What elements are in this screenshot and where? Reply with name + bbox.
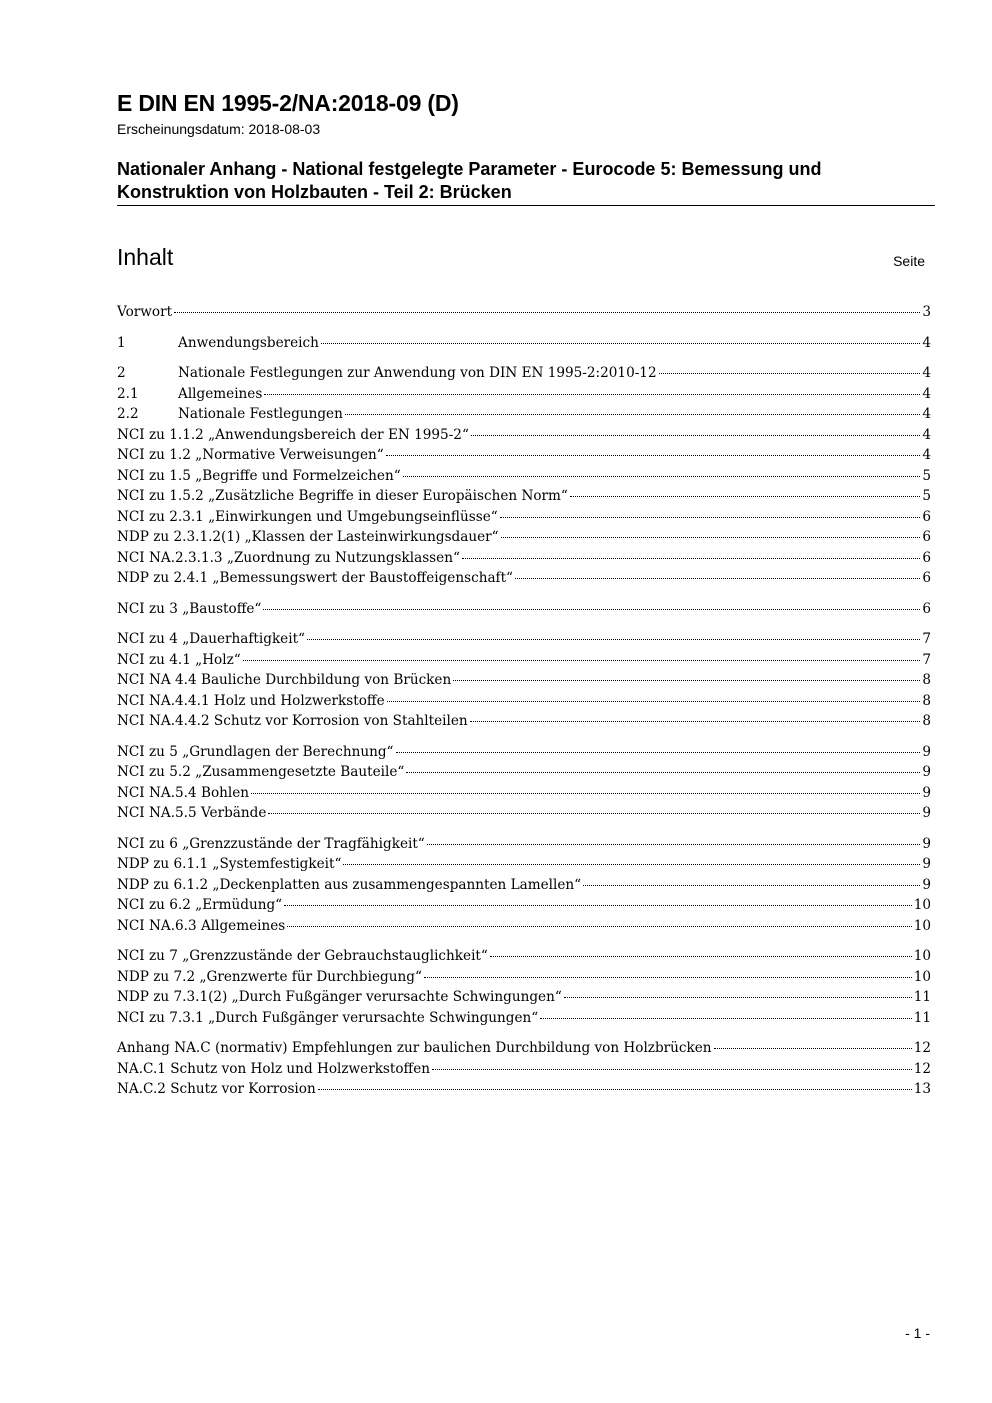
- toc-entry-page: 4: [922, 426, 931, 443]
- toc-entry-page: 6: [922, 570, 931, 586]
- toc-entry[interactable]: [117, 548, 931, 569]
- toc-entry[interactable]: [117, 1059, 931, 1080]
- toc-entry-label: NCI zu 1.1.2 „Anwendungsbereich der EN 1995-2“: [117, 426, 469, 443]
- toc-dot-leader: [406, 772, 920, 773]
- toc-entry[interactable]: [117, 803, 931, 824]
- toc-entry[interactable]: [117, 445, 931, 466]
- toc-entry[interactable]: [117, 650, 931, 671]
- toc-entry[interactable]: [117, 967, 931, 988]
- toc-entry-label: NCI zu 3 „Baustoffe“: [117, 600, 262, 617]
- toc-heading: Inhalt: [117, 244, 174, 270]
- toc-entry-label: NCI NA.5.4 Bohlen: [117, 784, 250, 801]
- toc-entry-number: 1: [117, 334, 126, 351]
- toc-entry-page: 9: [922, 835, 931, 852]
- toc-entry-label: NCI zu 5 „Grundlagen der Berechnung“: [117, 743, 394, 760]
- toc-entry-page: 10: [913, 897, 931, 913]
- toc-entry[interactable]: [117, 333, 931, 354]
- toc-entry-label: NCI zu 1.5.2 „Zusätzliche Begriffe in dieser Europäischen Norm“: [117, 488, 568, 504]
- toc-dot-leader: [321, 343, 920, 344]
- toc-entry-page: 9: [922, 856, 931, 872]
- header-divider: [117, 205, 935, 206]
- toc-entry[interactable]: [117, 834, 931, 855]
- toc-entry[interactable]: [117, 425, 931, 446]
- toc-entry[interactable]: [117, 742, 931, 763]
- toc-dot-leader: [345, 414, 920, 415]
- toc-entry-page: 6: [922, 529, 931, 545]
- toc-entry-label: Anhang NA.C (normativ) Empfehlungen zur baulichen Durchbildung von Holzbrücken: [117, 1040, 712, 1056]
- toc-entry[interactable]: [117, 895, 931, 916]
- toc-entry[interactable]: [117, 783, 931, 804]
- toc-dot-leader: [307, 639, 920, 640]
- toc-entry[interactable]: [117, 916, 931, 937]
- toc-dot-leader: [243, 660, 921, 661]
- toc-entry[interactable]: [117, 987, 931, 1008]
- toc-entry-label: NA.C.1 Schutz von Holz und Holzwerkstoffen: [117, 1060, 431, 1077]
- toc-dot-leader: [287, 926, 911, 927]
- toc-entry[interactable]: [117, 568, 931, 589]
- toc-entry[interactable]: [117, 363, 931, 384]
- toc-dot-leader: [396, 752, 921, 753]
- toc-entry-page: 4: [922, 365, 931, 381]
- toc-dot-leader: [264, 394, 920, 395]
- toc-entry-page: 4: [922, 334, 931, 351]
- toc-entry-page: 8: [922, 672, 931, 688]
- toc-dot-leader: [462, 558, 920, 559]
- toc-dot-leader: [268, 813, 920, 814]
- toc-entry-page: 9: [922, 805, 931, 821]
- toc-entry-label: NCI zu 1.5 „Begriffe und Formelzeichen“: [117, 467, 401, 484]
- document-subtitle: Nationaler Anhang - National festgelegte Parameter - Eurocode 5: Bemessung und Konstruktion von Holzbauten - Teil 2: Brücken: [117, 159, 822, 202]
- toc-dot-leader: [174, 312, 920, 313]
- toc-dot-leader: [424, 977, 912, 978]
- toc-entry-label: NCI zu 7 „Grenzzustände der Gebrauchstauglichkeit“: [117, 948, 488, 964]
- toc-entry-label: Anwendungsbereich: [178, 334, 319, 351]
- toc-entry-page: 11: [913, 1009, 931, 1026]
- toc-entry-page: 6: [922, 600, 931, 617]
- toc-entry[interactable]: [117, 1038, 931, 1059]
- toc-entry-page: 6: [922, 549, 931, 566]
- toc-entry-page: 7: [922, 631, 931, 647]
- toc-dot-leader: [583, 885, 920, 886]
- toc-dot-leader: [515, 578, 920, 579]
- toc-entry-label: NCI zu 4 „Dauerhaftigkeit“: [117, 631, 305, 647]
- toc-entry-page: 9: [922, 764, 931, 780]
- toc-entry-page: 5: [922, 467, 931, 484]
- toc-entry-label: NCI NA.4.4.2 Schutz vor Korrosion von Stahlteilen: [117, 713, 468, 729]
- toc-dot-leader: [263, 609, 920, 610]
- toc-entry[interactable]: [117, 946, 931, 967]
- toc-entry-label: NCI NA.6.3 Allgemeines: [117, 917, 286, 934]
- toc-entry-label: NDP zu 7.2 „Grenzwerte für Durchbiegung“: [117, 968, 422, 985]
- toc-entry[interactable]: [117, 486, 931, 507]
- page-number: - 1 -: [905, 1325, 930, 1341]
- toc-entry-page: 10: [913, 917, 931, 934]
- toc-entry-label: NCI zu 1.2 „Normative Verweisungen“: [117, 447, 384, 463]
- toc-entry-page: 7: [922, 651, 931, 668]
- toc-dot-leader: [564, 997, 912, 998]
- toc-entry-label: NCI zu 7.3.1 „Durch Fußgänger verursachte Schwingungen“: [117, 1009, 539, 1026]
- toc-entry-label: NA.C.2 Schutz vor Korrosion: [117, 1081, 316, 1097]
- toc-dot-leader: [659, 373, 921, 374]
- toc-entry[interactable]: [117, 1008, 931, 1029]
- toc-entry-label: Vorwort: [117, 304, 173, 320]
- toc-dot-leader: [284, 905, 912, 906]
- toc-entry-page: 12: [913, 1040, 931, 1056]
- toc-dot-leader: [453, 680, 920, 681]
- toc-entry[interactable]: [117, 384, 931, 405]
- toc-dot-leader: [251, 793, 920, 794]
- toc-entry-label: NDP zu 2.4.1 „Bemessungswert der Baustoffeigenschaft“: [117, 570, 514, 586]
- toc-entry[interactable]: [117, 302, 931, 323]
- toc-dot-leader: [318, 1089, 912, 1090]
- toc-entry-page: 4: [922, 385, 931, 402]
- toc-entry-page: 9: [922, 743, 931, 760]
- toc-entry[interactable]: [117, 527, 931, 548]
- toc-entry-label: Nationale Festlegungen zur Anwendung von DIN EN 1995-2:2010-12: [178, 365, 657, 381]
- toc-entry-page: 6: [922, 508, 931, 525]
- toc-entry[interactable]: [117, 1079, 931, 1100]
- toc-entry[interactable]: [117, 762, 931, 783]
- toc-entry-page: 5: [922, 488, 931, 504]
- toc-dot-leader: [470, 721, 921, 722]
- toc-entry[interactable]: [117, 670, 931, 691]
- toc-page-column-label: Seite: [893, 253, 925, 269]
- toc-entry-label: NCI NA.5.5 Verbände: [117, 805, 267, 821]
- toc-entry[interactable]: [117, 599, 931, 620]
- publication-date: Erscheinungsdatum: 2018-08-03: [117, 121, 321, 137]
- toc-dot-leader: [403, 476, 921, 477]
- toc-dot-leader: [570, 496, 920, 497]
- toc-entry-page: 3: [922, 304, 931, 320]
- toc-entry-label: NDP zu 2.3.1.2(1) „Klassen der Lasteinwirkungsdauer“: [117, 529, 499, 545]
- toc-entry-label: NCI zu 2.3.1 „Einwirkungen und Umgebungseinflüsse“: [117, 508, 498, 525]
- toc-dot-leader: [490, 956, 912, 957]
- toc-entry[interactable]: [117, 404, 931, 425]
- toc-entry-number: 2: [117, 365, 126, 381]
- toc-entry-label: NCI zu 4.1 „Holz“: [117, 651, 241, 668]
- toc-entry-page: 12: [913, 1060, 931, 1077]
- toc-entry[interactable]: [117, 466, 931, 487]
- toc-dot-leader: [714, 1048, 912, 1049]
- toc-entry-label: NCI zu 6.2 „Ermüdung“: [117, 897, 283, 913]
- toc-entry-label: NDP zu 7.3.1(2) „Durch Fußgänger verursachte Schwingungen“: [117, 989, 562, 1005]
- toc-entry-label: Allgemeines: [178, 385, 263, 402]
- toc-entry-page: 11: [913, 989, 931, 1005]
- toc-entry-page: 13: [913, 1081, 931, 1097]
- toc-entry-number: 2.1: [117, 385, 139, 402]
- toc-entry-page: 9: [922, 784, 931, 801]
- toc-entry[interactable]: [117, 711, 931, 732]
- toc-entry[interactable]: [117, 854, 931, 875]
- toc-entry[interactable]: [117, 691, 931, 712]
- toc-entry[interactable]: [117, 507, 931, 528]
- toc-dot-leader: [500, 517, 921, 518]
- toc-entry-number: 2.2: [117, 406, 139, 422]
- toc-entry-page: 10: [913, 948, 931, 964]
- toc-dot-leader: [501, 537, 921, 538]
- toc-dot-leader: [471, 435, 920, 436]
- toc-dot-leader: [432, 1069, 912, 1070]
- table-of-contents: [117, 302, 931, 1100]
- toc-entry-page: 8: [922, 713, 931, 729]
- toc-entry-label: NCI NA.4.4.1 Holz und Holzwerkstoffe: [117, 692, 385, 709]
- toc-entry-page: 8: [922, 692, 931, 709]
- toc-dot-leader: [387, 701, 921, 702]
- toc-entry-label: Nationale Festlegungen: [178, 406, 343, 422]
- toc-entry-page: 9: [922, 876, 931, 893]
- toc-entry-label: NDP zu 6.1.1 „Systemfestigkeit“: [117, 856, 342, 872]
- toc-entry[interactable]: [117, 875, 931, 896]
- toc-entry-label: NCI NA.2.3.1.3 „Zuordnung zu Nutzungsklassen“: [117, 549, 460, 566]
- toc-dot-leader: [427, 844, 921, 845]
- toc-entry-page: 4: [922, 406, 931, 422]
- document-title: E DIN EN 1995-2/NA:2018-09 (D): [117, 90, 459, 116]
- toc-entry-page: 4: [922, 447, 931, 463]
- toc-entry-page: 10: [913, 968, 931, 985]
- toc-dot-leader: [343, 864, 920, 865]
- toc-entry-label: NDP zu 6.1.2 „Deckenplatten aus zusammengespannten Lamellen“: [117, 876, 582, 893]
- toc-entry-label: NCI zu 6 „Grenzzustände der Tragfähigkeit“: [117, 835, 425, 852]
- toc-dot-leader: [540, 1018, 911, 1019]
- toc-entry-label: NCI NA 4.4 Bauliche Durchbildung von Brücken: [117, 672, 452, 688]
- toc-entry[interactable]: [117, 629, 931, 650]
- toc-entry-label: NCI zu 5.2 „Zusammengesetzte Bauteile“: [117, 764, 405, 780]
- toc-dot-leader: [386, 455, 921, 456]
